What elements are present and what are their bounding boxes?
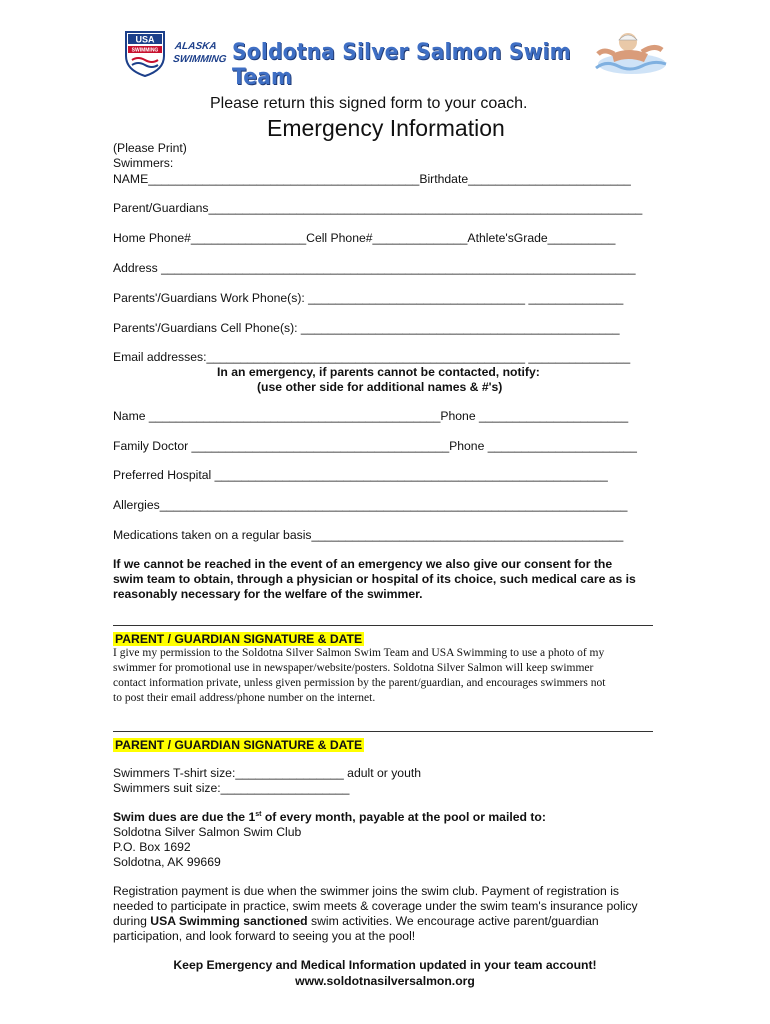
return-instruction: Please return this signed form to your coach. <box>210 95 528 112</box>
cell-phone-field[interactable]: Parents'/Guardians Cell Phone(s): _______________________________________________ <box>113 321 620 335</box>
email-field[interactable]: Email addresses:_______________________________________________ _______________ <box>113 350 631 364</box>
emergency-heading: In an emergency, if parents cannot be contacted, notify: <box>217 365 540 379</box>
footer-reminder: Keep Emergency and Medical Information updated in your team account! <box>173 958 597 972</box>
name-birthdate-field[interactable]: NAME________________________________________Birthdate________________________ <box>113 172 631 186</box>
family-doctor-field[interactable]: Family Doctor ______________________________________Phone ______________________ <box>113 439 637 453</box>
registration-line-3: during USA Swimming sanctioned swim activities. We encourage active parent/guardian <box>113 914 599 928</box>
usa-swimming-logo-icon <box>122 28 168 78</box>
phones-grade-field[interactable]: Home Phone#_________________Cell Phone#______________Athlete'sGrade__________ <box>113 231 616 245</box>
photo-permission-line-2: swimmer for promotional use in newspaper/website/posters. Soldotna Silver Salmon will keep swimmer <box>113 662 594 674</box>
signature-label-2: PARENT / GUARDIAN SIGNATURE & DATE <box>115 738 363 752</box>
medications-field[interactable]: Medications taken on a regular basis______________________________________________ <box>113 528 624 542</box>
emergency-contact-name-field[interactable]: Name ___________________________________________Phone ______________________ <box>113 409 629 423</box>
photo-permission-line-3: contact information private, unless given permission by the parent/guardian, and encourages swimmers not <box>113 677 606 689</box>
form-title: Emergency Information <box>267 115 505 141</box>
registration-line-4: participation, and look forward to seeing you at the pool! <box>113 929 416 943</box>
dues-statement: Swim dues are due the 1st of every month, payable at the pool or mailed to: <box>113 810 546 824</box>
please-print-note: (Please Print) <box>113 141 187 155</box>
mail-address-line-3: Soldotna, AK 99669 <box>113 855 221 869</box>
allergies-field[interactable]: Allergies_____________________________________________________________________ <box>113 498 628 512</box>
swimmer-illustration-icon <box>592 24 667 82</box>
svg-text:USA: USA <box>135 34 155 45</box>
registration-line-1: Registration payment is due when the swimmer joins the swim club. Payment of registration is <box>113 884 619 898</box>
signature-label-1: PARENT / GUARDIAN SIGNATURE & DATE <box>115 632 363 646</box>
signature-line-1[interactable] <box>113 625 653 626</box>
alaska-swimming-logo: ALASKA SWIMMING <box>172 41 228 65</box>
photo-permission-line-4: to post their email address/phone number on the internet. <box>113 692 376 704</box>
swimmers-label: Swimmers: <box>113 156 174 170</box>
preferred-hospital-field[interactable]: Preferred Hospital __________________________________________________________ <box>113 468 608 482</box>
parent-guardians-field[interactable]: Parent/Guardians________________________________________________________________ <box>113 201 643 215</box>
registration-line-2: needed to participate in practice, swim meets & coverage under the swim team's insurance policy <box>113 899 638 913</box>
photo-permission-line-1: I give my permission to the Soldotna Silver Salmon Swim Team and USA Swimming to use a photo of my <box>113 647 605 659</box>
work-phone-field[interactable]: Parents'/Guardians Work Phone(s): ________________________________ ______________ <box>113 291 624 305</box>
suit-size-field[interactable]: Swimmers suit size:___________________ <box>113 781 350 795</box>
consent-line-3: reasonably necessary for the welfare of the swimmer. <box>113 587 423 601</box>
mail-address-line-2: P.O. Box 1692 <box>113 840 191 854</box>
team-header-banner <box>112 22 664 90</box>
mail-address-line-1: Soldotna Silver Salmon Swim Club <box>113 825 302 839</box>
tshirt-size-field[interactable]: Swimmers T-shirt size:________________ adult or youth <box>113 766 422 780</box>
team-title: Soldotna Silver Salmon Swim Team <box>232 40 571 90</box>
emergency-subheading: (use other side for additional names & #'s) <box>257 380 503 394</box>
signature-line-2[interactable] <box>113 731 653 732</box>
footer-website-link[interactable]: www.soldotnasilversalmon.org <box>295 974 475 988</box>
consent-line-1: If we cannot be reached in the event of an emergency we also give our consent for the <box>113 557 613 571</box>
address-field[interactable]: Address ______________________________________________________________________ <box>113 261 636 275</box>
svg-text:SWIMMING: SWIMMING <box>131 47 159 54</box>
consent-line-2: swim team to obtain, through a physician or hospital of its choice, such medical care as is <box>113 572 636 586</box>
